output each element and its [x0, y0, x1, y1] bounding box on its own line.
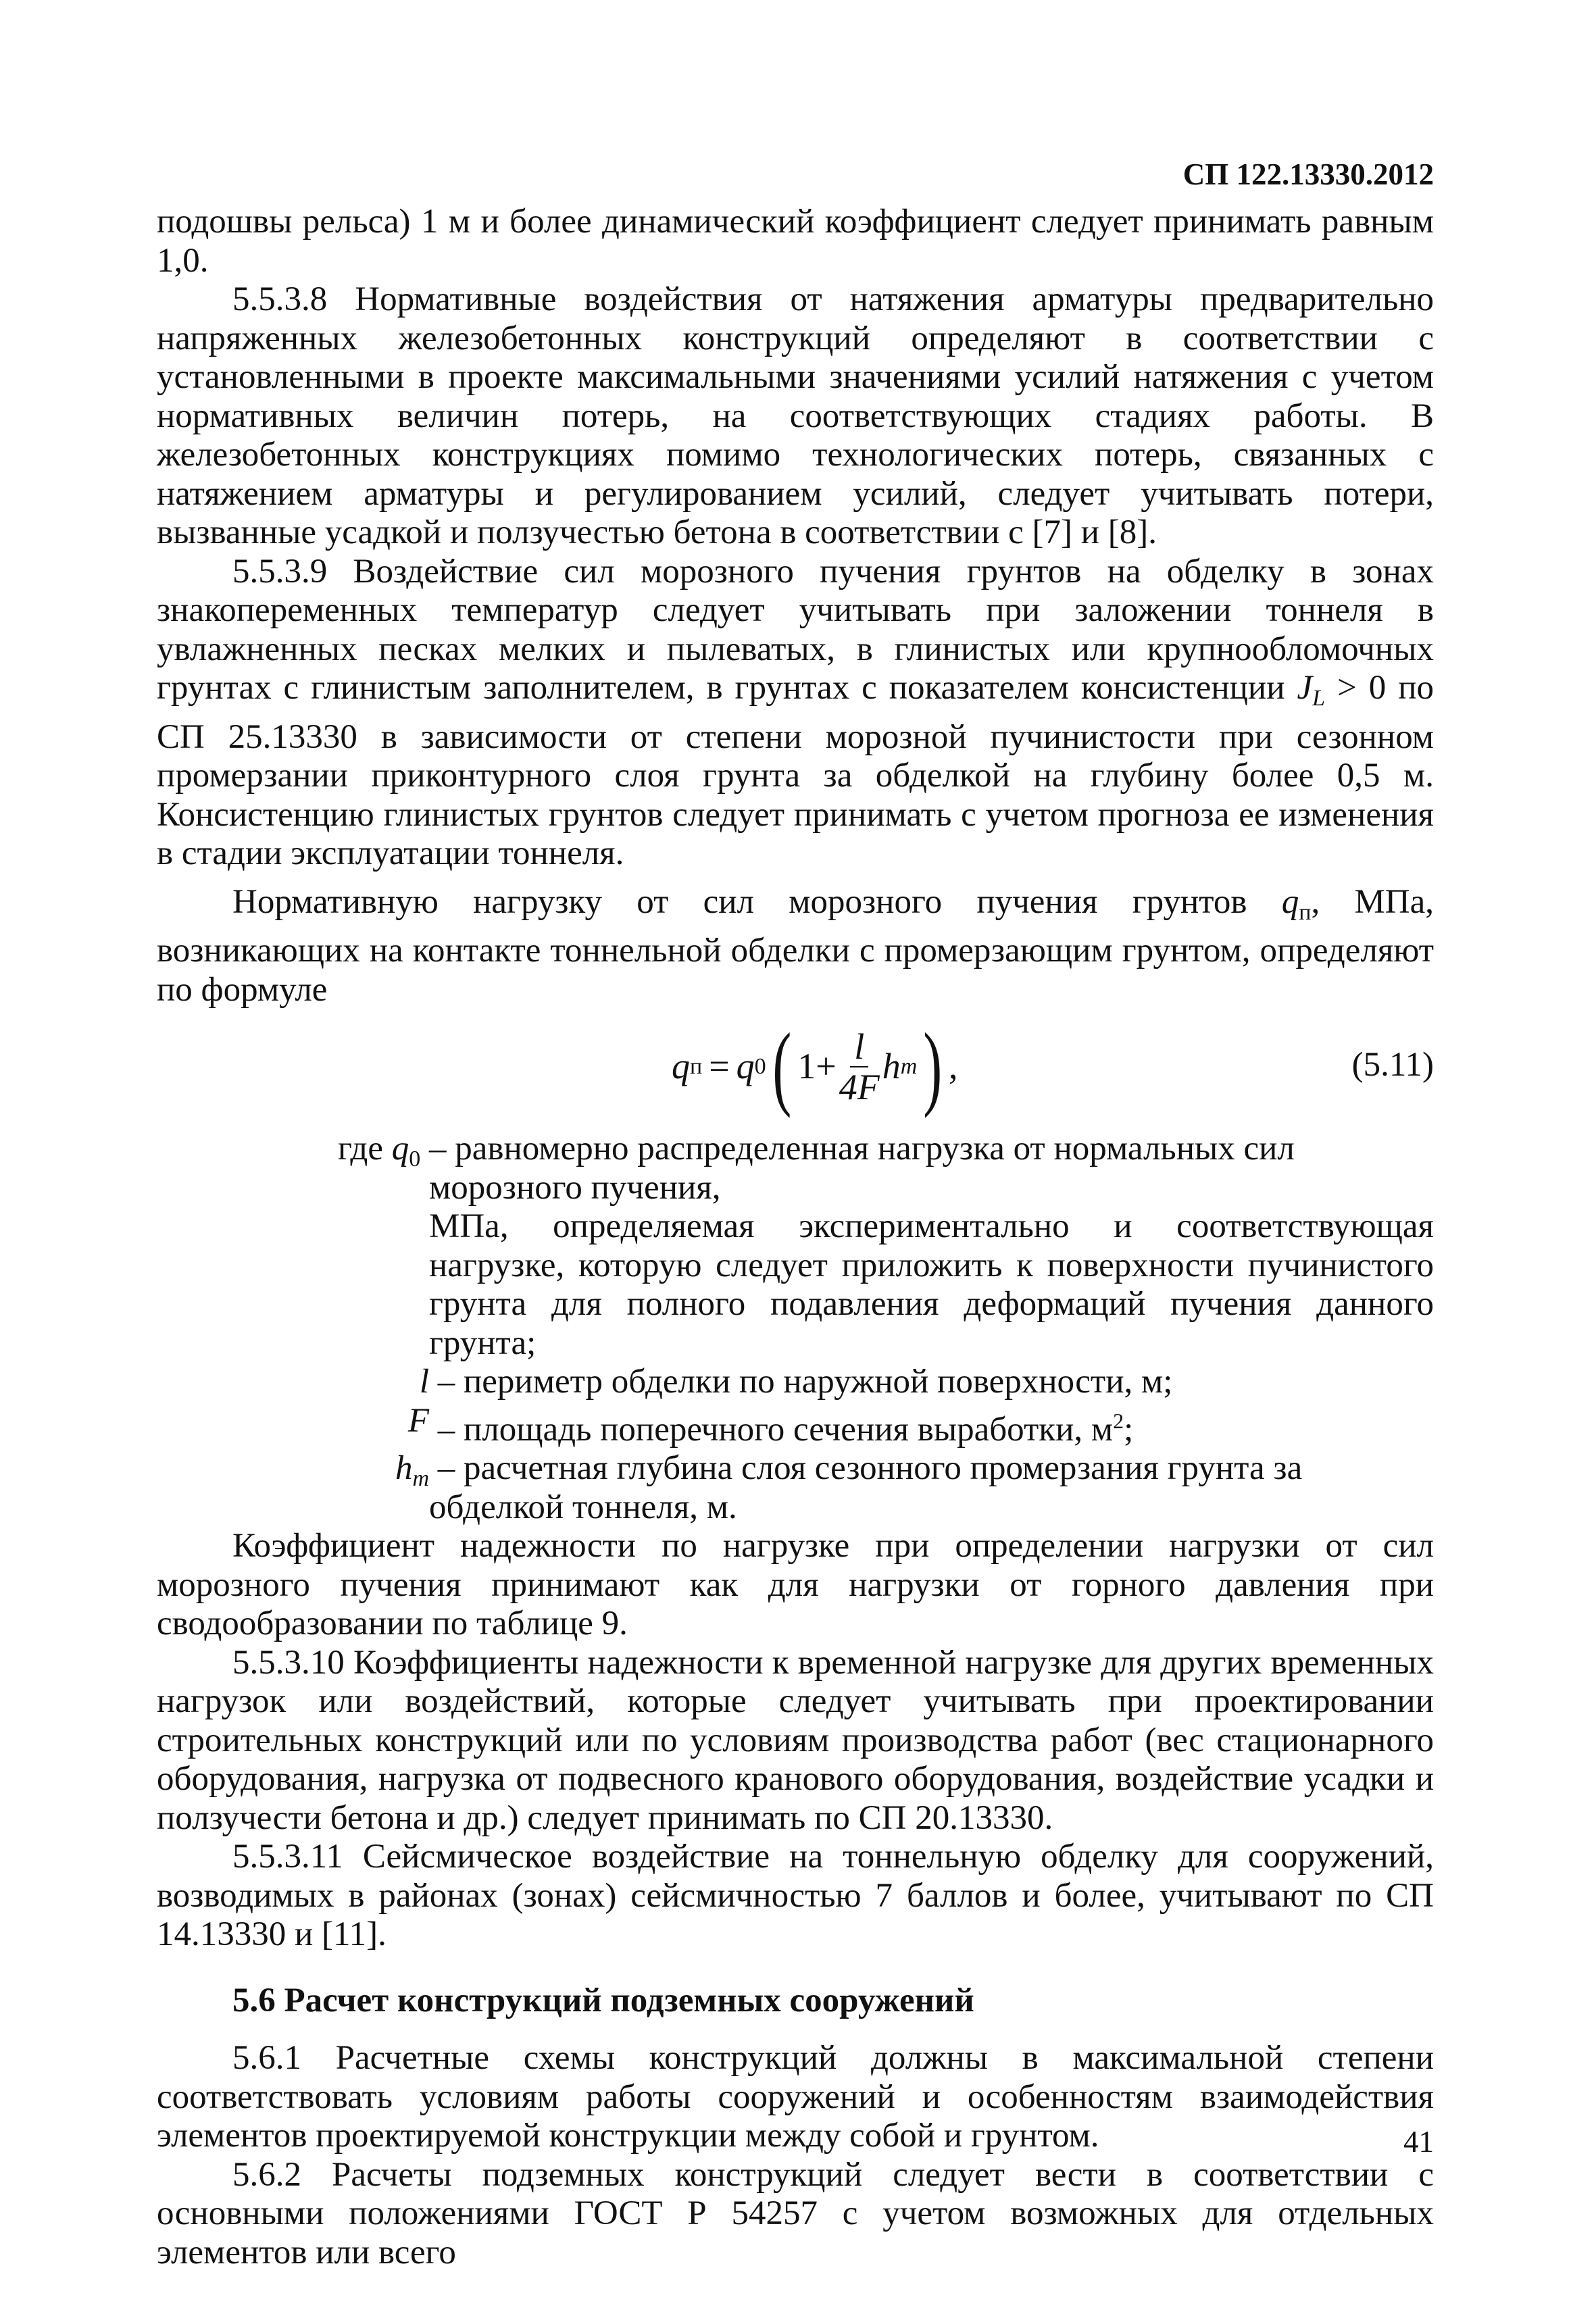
formula-h-subscript: m — [900, 1054, 918, 1080]
formula-equals: = — [709, 1046, 730, 1087]
where-q0-definition: – равномерно распределенная нагрузка от нормальных сил морозного пучения, — [429, 1130, 1295, 1207]
consistency-index-subscript: L — [1312, 686, 1326, 711]
where-q0 — [157, 1130, 1434, 1207]
formula-one-plus: 1+ — [797, 1046, 837, 1087]
where-lead: где — [338, 1130, 383, 1167]
consistency-index-symbol: J — [1297, 669, 1313, 707]
paragraph-5-6-1: 5.6.1 Расчетные схемы конструкций должны в максимальной степени соответствовать условиям работы сооружений и особенностям взаимодействия элементов проектируемой конструкции между собой и грунтом. — [157, 2039, 1434, 2155]
where-l-definition — [429, 1363, 1434, 1402]
where-l-text: – периметр обделки по наружной поверхности, м; — [437, 1363, 1173, 1401]
where-F — [157, 1402, 1434, 1450]
formula-h: h — [882, 1046, 901, 1087]
where-hm-subscript: m — [412, 1466, 429, 1491]
load-symbol: q — [1281, 882, 1299, 921]
where-hm — [157, 1449, 1434, 1527]
paragraph-formula-intro — [157, 883, 1434, 1010]
page-body — [157, 203, 1434, 2272]
formula-comma: , — [948, 1046, 958, 1087]
where-F-end: ; — [1124, 1410, 1134, 1449]
section-heading-5-6: 5.6 Расчет конструкций подземных сооружений — [232, 1981, 974, 2019]
where-q0-continuation: МПа, определяемая экспериментально и соответствующая нагрузке, которую следует приложить к поверхности пучинистого грунта для полного подавления деформаций пучения данного грунта; — [429, 1207, 1434, 1362]
formula-q0: q — [736, 1046, 755, 1087]
where-F-definition — [429, 1402, 1434, 1450]
where-q0-symbol — [157, 1130, 429, 1207]
formula-lhs-subscript: п — [690, 1054, 703, 1080]
formula-fraction-denominator: 4F — [839, 1067, 880, 1107]
formula-right-paren: ) — [923, 1014, 943, 1119]
where-hm-definition — [429, 1449, 1434, 1527]
paragraph-5-5-3-10: 5.5.3.10 Коэффициенты надежности к временной нагрузке для других временных нагрузок или воздействий, которые следует учитывать при проектировании строительных конструкций или по условиям производства работ (вес стационарного оборудования, нагрузка от подвесного кранового оборудования, воздействие усадки и ползучести бетона и др.) следует принимать по СП 20.13330. — [157, 1643, 1434, 1837]
formula-left-paren: ( — [772, 1014, 791, 1119]
paragraph-5-5-3-9 — [157, 553, 1434, 874]
paragraph-text: Нормативную нагрузку от сил морозного пучения грунтов — [232, 882, 1247, 921]
paragraph-5-5-3-8: 5.5.3.8 Нормативные воздействия от натяжения арматуры предварительно напряженных железобетонных конструкций определяют в соответствии с установленными в проекте максимальными значениями усилий натяжения с учетом нормативных величин потерь, на соответствующих стадиях работы. В железобетонных конструкциях помимо технологических потерь, связанных с натяжением арматуры и регулированием усилий, следует учитывать потери, вызванные усадкой и ползучестью бетона в соответствии с [7] и [8]. — [157, 280, 1434, 551]
where-F-superscript: 2 — [1113, 1408, 1124, 1433]
formula-fraction — [839, 1027, 880, 1107]
formula-5-11 — [157, 1016, 1434, 1117]
where-l-symbol: l — [419, 1363, 429, 1401]
where-q0-letter: q — [391, 1130, 409, 1167]
where-hm-letter: h — [395, 1449, 413, 1487]
page-number: 41 — [1403, 2125, 1434, 2159]
formula-q0-subscript: 0 — [754, 1054, 766, 1080]
where-l — [157, 1363, 1434, 1402]
document-code-header: СП 122.13330.2012 — [1182, 157, 1434, 191]
where-q0-subscript: 0 — [409, 1147, 421, 1172]
where-F-symbol: F — [407, 1401, 429, 1440]
paragraph-text: , МПа, возникающих на контакте тоннельной обделки с промерзающим грунтом, определяют по формуле — [157, 882, 1435, 1009]
formula-fraction-numerator: l — [850, 1027, 868, 1067]
where-F-text: – площадь поперечного сечения выработки, м — [437, 1410, 1114, 1449]
paragraph-continued: подошвы рельса) 1 м и более динамический коэффициент следует принимать равным 1,0. — [157, 203, 1434, 280]
formula-number: (5.11) — [1351, 1046, 1434, 1084]
paragraph-5-5-3-11: 5.5.3.11 Сейсмическое воздействие на тоннельную обделку для сооружений, возводимых в районах (зонах) сейсмичностью 7 баллов и более, учитывают по СП 14.13330 и [11]. — [157, 1838, 1434, 1953]
load-subscript: п — [1299, 899, 1312, 925]
where-hm-text: – расчетная глубина слоя сезонного промерзания грунта за обделкой тоннеля, м. — [429, 1449, 1303, 1526]
where-hm-symbol — [157, 1449, 429, 1527]
paragraph-5-6-2: 5.6.2 Расчеты подземных конструкций следует вести в соответствии с основными положениями ГОСТ Р 54257 с учетом возможных для отдельных элементов или всего — [157, 2155, 1434, 2271]
formula-expression — [672, 1016, 957, 1117]
paragraph-text: > 0 по СП 25.13330 в зависимости от степени морозной пучинистости при сезонном промерзании приконтурного слоя грунта за обделкой на глубину более 0,5 м. Консистенцию глинистых грунтов следует принимать с учетом прогноза ее изменения в стадии эксплуатации тоннеля. — [157, 669, 1434, 872]
paragraph-text: 5.5.3.9 Воздействие сил морозного пучения грунтов на обделку в зонах знакопеременных температур следует учитывать при заложении тоннеля в увлажненных песках мелких и пылеватых, в глинистых или крупнообломочных грунтах с глинистым заполнителем, в грунтах с показателем консистенции — [157, 552, 1434, 707]
formula-lhs: q — [672, 1046, 690, 1087]
paragraph-reliability-coefficient: Коэффициент надежности по нагрузке при определении нагрузки от сил морозного пучения принимают как для нагрузки от горного давления при сводообразовании по таблице 9. — [157, 1527, 1434, 1642]
